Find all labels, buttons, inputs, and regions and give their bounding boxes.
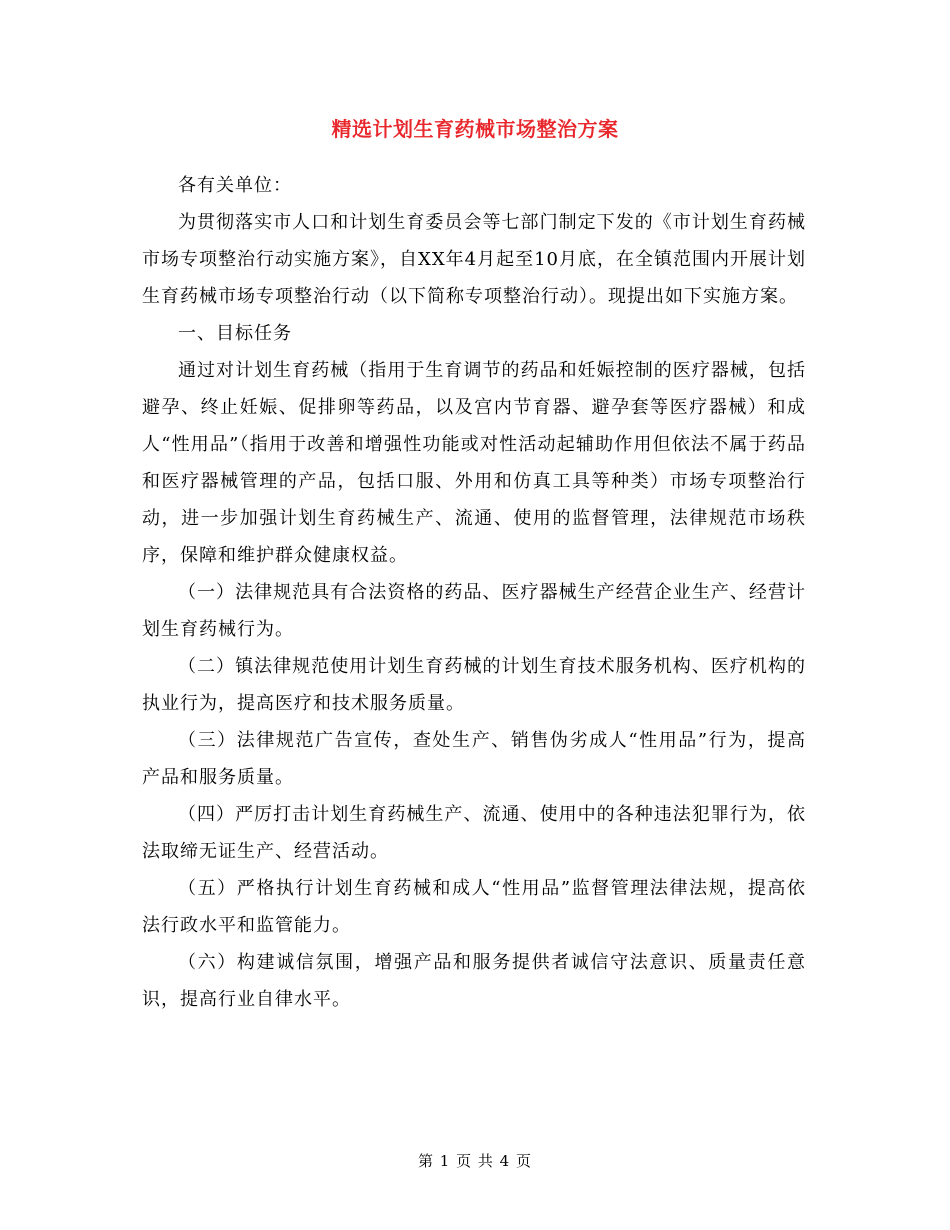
document-title: 精选计划生育药械市场整治方案	[331, 117, 619, 141]
list-item-2: （二）镇法律规范使用计划生育药械的计划生育技术服务机构、医疗机构的执业行为，提高医疗和技术服务质量。	[142, 656, 806, 714]
document-body	[142, 167, 806, 1018]
section-heading-goals: 一、目标任务	[178, 323, 292, 344]
page-number-footer: 第 1 页 共 4 页	[418, 1152, 532, 1170]
list-item-4: （四）严厉打击计划生育药械生产、流通、使用中的各种违法犯罪行为，依法取缔无证生产、经营活动。	[142, 804, 806, 862]
salutation: 各有关单位：	[178, 175, 292, 196]
list-item-3: （三）法律规范广告宣传，查处生产、销售伪劣成人“性用品”行为，提高产品和服务质量。	[142, 730, 806, 788]
list-item-5: （五）严格执行计划生育药械和成人“性用品”监督管理法律法规，提高依法行政水平和监管能力。	[142, 878, 806, 936]
list-item-1: （一）法律规范具有合法资格的药品、医疗器械生产经营企业生产、经营计划生育药械行为。	[142, 582, 806, 640]
paragraph-goals: 通过对计划生育药械（指用于生育调节的药品和妊娠控制的医疗器械，包括避孕、终止妊娠、促排卵等药品，以及宫内节育器、避孕套等医疗器械）和成人“性用品”（指用于改善和增强性功能或对性活动起辅助作用但依法不属于药品和医疗器械管理的产品，包括口服、外用和仿真工具等种类）市场专项整治行动，进一步加强计划生育药械生产、流通、使用的监督管理，法律规范市场秩序，保障和维护群众健康权益。	[142, 360, 806, 566]
paragraph-intro: 为贯彻落实市人口和计划生育委员会等七部门制定下发的《市计划生育药械市场专项整治行动实施方案》，自XX年4月起至10月底，在全镇范围内开展计划生育药械市场专项整治行动（以下简称专项整治行动）。现提出如下实施方案。	[142, 212, 806, 307]
list-item-6: （六）构建诚信氛围，增强产品和服务提供者诚信守法意识、质量责任意识，提高行业自律水平。	[142, 952, 806, 1010]
